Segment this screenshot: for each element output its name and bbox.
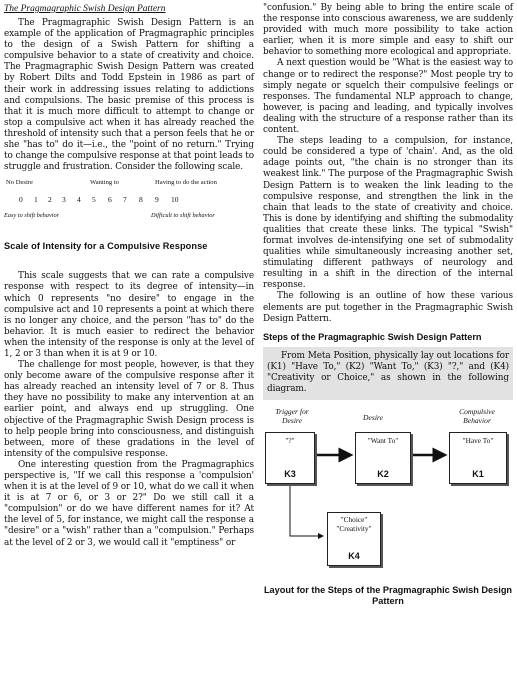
- intensity-scale: [4, 179, 254, 235]
- box-k4-text: [328, 516, 380, 533]
- scale-label-no-desire: No Desire: [6, 179, 33, 187]
- scale-number: 6: [108, 195, 112, 205]
- scale-label-difficult: Difficult to shift behavior: [151, 212, 215, 220]
- label-desire: Desire: [363, 413, 383, 423]
- left-column: [4, 0, 254, 549]
- paragraph: This scale suggests that we can rate a compulsive response with respect to its degree of intensity—in which 0 represents "no desire" to engage in the compulsive act and 10 represents a point at which there is no longer any choice, and the person "has to" do the behavior. It is much easier to redirect the behavior when the intensity of the response is only at the level of 1, 2 or 3 than when it is at 9 or 10.: [4, 271, 254, 359]
- right-column: [263, 0, 513, 607]
- paragraph: One interesting question from the Pragmagraphics perspective is, "If we call this response a 'compulsion' when it is at the level of 9 or 10, what do we call it when it is at 7 or 6, or 3 or 2?" Do we still call it a "compulsion" or do we have different names for it? At the level of 5, for instance, we might call the response a "desire" or a "wish" rather than a "compulsion." Perhaps at the level of 2 or 3, we would call it "emptiness" or: [4, 459, 254, 548]
- scale-label-having-to: Having to do the action: [155, 179, 217, 187]
- scale-number: 8: [139, 195, 143, 205]
- box-k4-text-creativity: "Creativity": [336, 523, 372, 533]
- box-k3-key: K3: [284, 469, 296, 480]
- box-k2-text: "Want To": [367, 436, 399, 446]
- scale-number: 1: [34, 195, 38, 205]
- scale-number: 2: [48, 195, 52, 205]
- steps-heading: Steps of the Pragmagraphic Swish Design Pattern: [263, 331, 482, 342]
- scale-caption: Scale of Intensity for a Compulsive Response: [4, 241, 208, 252]
- diagram-caption: Layout for the Steps of the Pragmagraphic Swish Design Pattern: [263, 585, 513, 607]
- paragraph: The Pragmagraphic Swish Design Pattern is an example of the application of Pragmagraphic principles to the design of a Swish Pattern for shifting a compulsive behavior to a state of creativity and choice. The Pragmagraphic Swish Design Pattern was created by Robert Dilts and Todd Epstein in 1986 as part of their work in addressing issues relating to addictions and compulsions. The basic premise of this process is that it is much more difficult to attempt to change or stop a compulsive act when it has already reached the threshold of intensity such that a person feels that he or she "has to" do it—i.e., the "point of no return." Trying to change the compulsive response at that point leads to struggle and frustration. Consider the following scale.: [4, 18, 254, 173]
- steps-box: [263, 347, 513, 400]
- box-k1-text: "Have To": [462, 436, 494, 446]
- paragraph: "confusion." By being able to bring the entire scale of the response into conscious awareness, we are suddenly provided with much more possibility to take action earlier, when it is more simple and easy to shift our behavior to something more ecological and appropriate.: [263, 3, 513, 58]
- scale-number: 10: [171, 195, 179, 205]
- scale-number: 3: [62, 195, 66, 205]
- box-k2: [355, 432, 411, 484]
- paragraph: The steps leading to a compulsion, for instance, could be considered a type of 'chain'. And, as the old adage points out, "the chain is no stronger than its weakest link." The purpose of the Pragmagraphic Swish Design Pattern is to weaken the link leading to the compulsive response, and strengthen the link in the chain that leads to the state of creativity and choice. This is done by identifying and shifting the submodality qualities that create these links. The typical "Swish" format involves de-intensifying one set of submodality qualities while simultaneously increasing another set, stimulating different pathways of neurology and resulting in a shift in the direction of the internal response.: [263, 136, 513, 291]
- scale-number: 5: [92, 195, 96, 205]
- label-trigger: Trigger for Desire: [275, 407, 309, 425]
- scale-number: 7: [123, 195, 127, 205]
- box-k4-text-choice: "Choice": [340, 515, 368, 525]
- paragraph: The following is an outline of how these various elements are put together in the Pragmagraphic Swish Design Pattern.: [263, 291, 513, 324]
- box-k3: [265, 432, 315, 484]
- scale-number: 0: [19, 195, 23, 205]
- paragraph: The challenge for most people, however, is that they only become aware of the compulsive response after it has already reached an intensity level of 7 or 8. Thus they have no possibility to make any intervention at an earlier point, and always end up struggling. One objective of the Pragmagraphic Swish Design process is to help people bring into consciousness, and distinguish between, more of these gradations in the level of intensity of the compulsive response.: [4, 360, 254, 459]
- box-k2-key: K2: [377, 469, 389, 480]
- scale-label-wanting-to: Wanting to: [90, 179, 119, 187]
- arrow-k3-to-k4: [290, 486, 323, 536]
- box-k1: [449, 432, 507, 484]
- box-k1-key: K1: [472, 469, 484, 480]
- paragraph: A next question would be "What is the easiest way to change or to redirect the response?" Most people try to simply negate or squelch their compulsive feelings or responses. The fundamental NLP approach to change, however, is pacing and leading, and typically involves dealing with the structure of a response rather than its content.: [263, 58, 513, 136]
- box-k4: [327, 512, 381, 566]
- scale-label-easy: Easy to shift behavior: [4, 212, 60, 220]
- scale-number: 4: [77, 195, 81, 205]
- layout-diagram: [263, 408, 513, 573]
- box-k4-key: K4: [348, 551, 360, 562]
- label-compulsive-behavior: Compulsive Behavior: [459, 407, 495, 425]
- steps-text: From Meta Position, physically lay out locations for (K1) "Have To," (K2) "Want To," (K3) "?," and (K4) "Creativity or Choice," as shown in the following diagram.: [267, 350, 509, 394]
- scale-number: 9: [155, 195, 159, 205]
- article-title: The Pragmagraphic Swish Design Pattern: [4, 4, 166, 14]
- box-k3-text: "?": [285, 436, 295, 446]
